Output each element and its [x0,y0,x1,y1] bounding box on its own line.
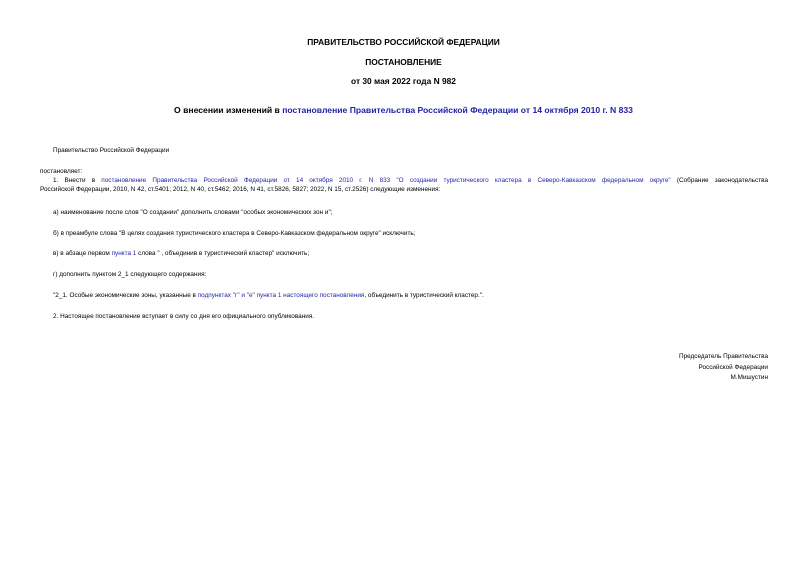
this-decree-link[interactable]: настоящего постановления [283,292,365,299]
document-title-prefix: О внесении изменений в [174,105,283,115]
item-v-paragraph [53,249,309,258]
document-type-heading: ПОСТАНОВЛЕНИЕ [365,57,442,67]
amended-decree-link[interactable]: постановление Правительства Российской Федерации от 14 октября 2010 г. N 833 [282,105,633,115]
item-2-1-prefix: "2_1. Особые экономические зоны, указанные в [53,292,198,299]
item-v-prefix: в) в абзаце первом [53,250,112,257]
item-1-suffix: (Собрание законодательства [670,177,769,184]
item-1-paragraph [40,176,768,194]
item-1-prefix: 1. Внести в [53,177,102,184]
point-1-link[interactable]: пункта 1 [111,250,137,257]
item-g-paragraph: г) дополнить пунктом 2_1 следующего содержания: [53,271,207,278]
subpoints-link[interactable]: подпунктах "г" и "е" пункта 1 [197,292,282,299]
item-v-suffix: слова " , объединив в туристический кластер" исключить; [136,250,310,257]
item-1-line-2: Российской Федерации, 2010, N 42, ст.5401; 2012, N 40, ст.5462; 2016, N 41, ст.5826, 5827; 2022, N 15, ст.2526) следующие изменения: [40,186,441,193]
date-number-heading: от 30 мая 2022 года N 982 [351,76,456,86]
decree-833-link[interactable]: постановление Правительства Российской Федерации от 14 октября 2010 г. N 833 "О создании туристического кластера в Северо-Кавказском федеральном округе" [101,177,671,184]
signature-title-line-1: Председатель Правительства [679,353,768,360]
document-title [0,105,807,115]
item-b-paragraph: б) в преамбуле слова "В целях создания туристического кластера в Северо-Кавказском федеральном округе" исключить; [53,230,416,237]
signature-name: М.Мишустин [730,374,768,381]
item-2-1-suffix: , объединить в туристический кластер.". [364,292,484,299]
government-heading: ПРАВИТЕЛЬСТВО РОССИЙСКОЙ ФЕДЕРАЦИИ [307,37,500,47]
signature-title-line-2: Российской Федерации [698,364,768,371]
item-1-line-1 [40,176,768,185]
decides-paragraph: постановляет: [40,168,83,175]
item-2-paragraph: 2. Настоящее постановление вступает в силу со дня его официального опубликования. [53,313,315,320]
issuer-paragraph: Правительство Российской Федерации [53,147,170,154]
item-2-1-paragraph [53,291,484,300]
item-a-paragraph: а) наименование после слов "О создании" дополнить словами "особых экономических зон и"; [53,209,333,216]
